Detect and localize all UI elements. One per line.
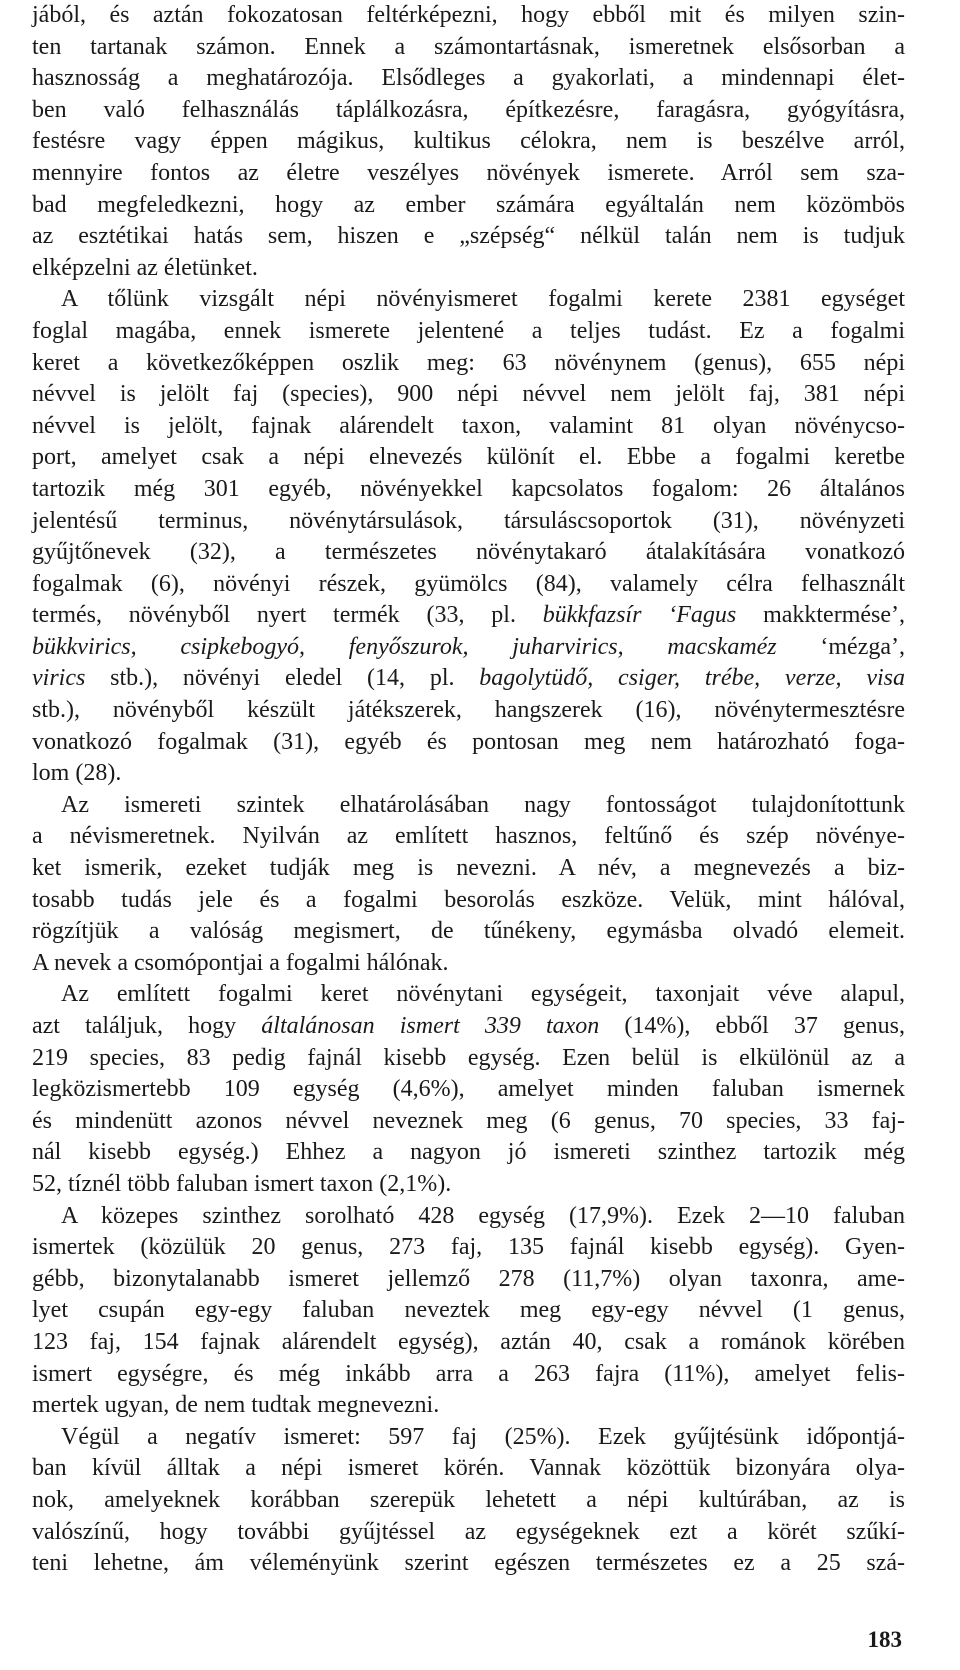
- text-line: hasznosság a meghatározója. Elsődleges a gyakorlati, a mindennapi élet-: [32, 65, 905, 92]
- text-line: Végül a negatív ismeret: 597 faj (25%). Ezek gyűjtésünk időpontjá-: [61, 1423, 905, 1450]
- text-line: fogalmak (6), növényi részek, gyümölcs (84), valamely célra felhasznált: [32, 570, 905, 597]
- text-line: tosabb tudás jele és a fogalmi besorolás eszköze. Velük, mint hálóval,: [32, 886, 905, 913]
- text-line: rögzítjük a valóság megismert, de tűnékeny, egymásba olvadó elemeit.: [32, 918, 905, 945]
- text-line: 219 species, 83 pedig fajnál kisebb egység. Ezen belül is elkülönül az a: [32, 1044, 905, 1071]
- text-line: Az ismereti szintek elhatárolásában nagy fontosságot tulajdonítottunk: [61, 791, 905, 818]
- text-line: mennyire fontos az életre veszélyes növények ismerete. Arról sem sza-: [32, 159, 905, 186]
- text-line: az esztétikai hatás sem, hiszen e „szépség“ nélkül talán nem is tudjuk: [32, 223, 905, 250]
- text-line: vonatkozó fogalmak (31), egyéb és pontosan meg nem határozható foga-: [32, 728, 905, 755]
- text-line: lom (28).: [32, 760, 122, 787]
- text-line: festésre vagy éppen mágikus, kultikus célokra, nem is beszélve arról,: [32, 128, 905, 155]
- text-line: névvel is jelölt faj (species), 900 népi névvel nem jelölt faj, 381 népi: [32, 381, 905, 408]
- text-line: gébb, bizonytalanabb ismeret jellemző 278 (11,7%) olyan taxonra, ame-: [32, 1265, 905, 1292]
- text-line: ket ismerik, ezeket tudják meg is nevezni. A név, a megnevezés a biz-: [32, 855, 905, 882]
- page-number: 183: [867, 1627, 902, 1652]
- text-line: elképzelni az életünket.: [32, 254, 258, 281]
- text-line: termés, növényből nyert termék (33, pl. bükkfazsír ‘Fagus makktermése’,: [32, 602, 905, 629]
- text-line: A nevek a csomópontjai a fogalmi hálónak.: [32, 949, 449, 976]
- text-line: azt találjuk, hogy általánosan ismert 339 taxon (14%), ebből 37 genus,: [32, 1013, 906, 1039]
- body-text: [32, 0, 905, 1580]
- text-line: A tőlünk vizsgált népi növényismeret fogalmi kerete 2381 egységet: [61, 286, 905, 313]
- text-line: stb.), növényből készült játékszerek, hangszerek (16), növénytermesztésre: [32, 697, 905, 724]
- text-line: és mindenütt azonos névvel neveznek meg (6 genus, 70 species, 33 faj-: [32, 1107, 905, 1134]
- text-line: foglal magába, ennek ismerete jelentené a teljes tudást. Ez a fogalmi: [32, 317, 905, 344]
- text-line: teni lehetne, ám véleményünk szerint egészen természetes ez a 25 szá-: [32, 1550, 905, 1577]
- text-line: lyet csupán egy-egy faluban neveztek meg egy-egy névvel (1 genus,: [32, 1297, 905, 1324]
- text-line: ten tartanak számon. Ennek a számontartásnak, ismeretnek elsősorban a: [32, 33, 905, 60]
- text-line: nál kisebb egység.) Ehhez a nagyon jó ismereti szinthez tartozik még: [32, 1139, 905, 1166]
- text-line: port, amelyet csak a népi elnevezés különít el. Ebbe a fogalmi keretbe: [32, 444, 905, 471]
- text-line: jából, és aztán fokozatosan feltérképezni, hogy ebből mit és milyen szin-: [32, 2, 905, 28]
- text-line: virics stb.), növényi eledel (14, pl. bagolytüdő, csiger, trébe, verze, visa: [32, 665, 905, 692]
- text-line: ismertek (közülük 20 genus, 273 faj, 135 fajnál kisebb egység). Gyen-: [32, 1234, 905, 1261]
- text-line: jelentésű terminus, növénytársulások, társuláscsoportok (31), növényzeti: [32, 507, 905, 534]
- text-line: bükkvirics, csipkebogyó, fenyőszurok, juharvirics, macskaméz ‘mézga’,: [32, 633, 906, 660]
- text-line: ismert egységre, és még inkább arra a 263 fajra (11%), amelyet felis-: [32, 1360, 905, 1387]
- text-line: ben való felhasználás táplálkozásra, építkezésre, faragásra, gyógyításra,: [32, 96, 905, 123]
- text-line: 123 faj, 154 fajnak alárendelt egység), aztán 40, csak a románok körében: [32, 1328, 905, 1355]
- text-line: keret a következőképpen oszlik meg: 63 növénynem (genus), 655 népi: [32, 349, 905, 376]
- text-line: 52, tíznél több faluban ismert taxon (2,1%).: [32, 1170, 452, 1197]
- text-line: legközismertebb 109 egység (4,6%), amelyet minden faluban ismernek: [32, 1076, 905, 1103]
- text-line: gyűjtőnevek (32), a természetes növénytakaró átalakítására vonatkozó: [32, 539, 905, 566]
- text-line: mertek ugyan, de nem tudtak megnevezni.: [32, 1392, 440, 1419]
- text-line: ban kívül álltak a népi ismeret körén. Vannak közöttük bizonyára olya-: [32, 1455, 905, 1482]
- text-line: a névismeretnek. Nyilván az említett hasznos, feltűnő és szép növénye-: [32, 823, 905, 850]
- text-line: névvel is jelölt, fajnak alárendelt taxon, valamint 81 olyan növénycso-: [32, 412, 905, 439]
- text-line: bad megfeledkezni, hogy az ember számára egyáltalán nem közömbös: [32, 191, 905, 218]
- text-line: nok, amelyeknek korábban szerepük lehetett a népi kultúrában, az is: [32, 1486, 905, 1513]
- text-line: Az említett fogalmi keret növénytani egységeit, taxonjait véve alapul,: [61, 981, 905, 1008]
- text-line: tartozik még 301 egyéb, növényekkel kapcsolatos fogalom: 26 általános: [32, 475, 905, 502]
- text-line: valószínű, hogy további gyűjtéssel az egységeknek ezt a körét szűkí-: [32, 1518, 905, 1545]
- text-line: A közepes szinthez sorolható 428 egység (17,9%). Ezek 2—10 faluban: [61, 1202, 905, 1229]
